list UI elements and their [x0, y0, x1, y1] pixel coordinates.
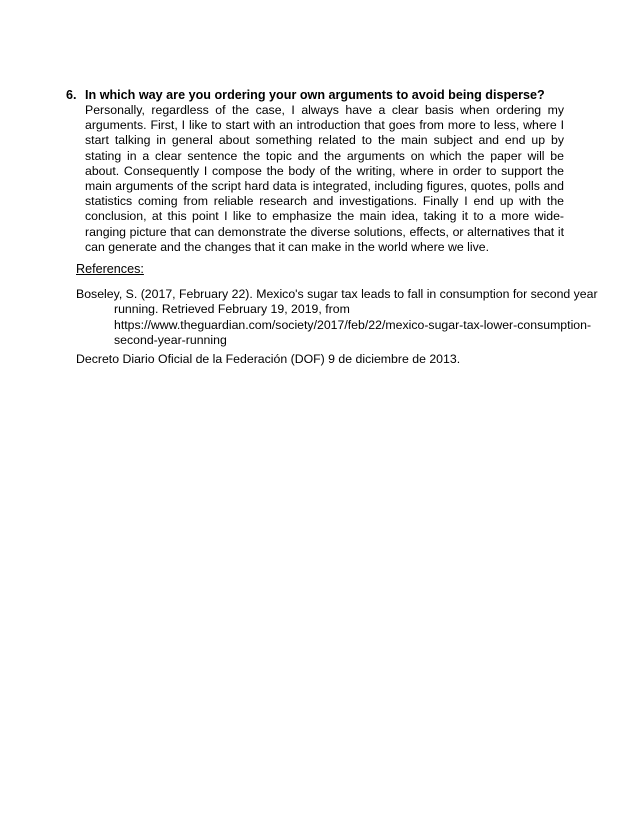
reference-item-boseley: [76, 287, 598, 349]
question-6-block: [66, 88, 564, 255]
reference-line: Boseley, S. (2017, February 22). Mexico's sugar tax leads to fall in consumption for second year: [76, 287, 598, 301]
reference-line: Decreto Diario Oficial de la Federación (DOF) 9 de diciembre de 2013.: [76, 352, 461, 366]
reference-url-line: https://www.theguardian.com/society/2017/feb/22/mexico-sugar-tax-lower-consumption-: [114, 317, 592, 332]
reference-line: running. Retrieved February 19, 2019, from: [114, 302, 350, 317]
reference-item-dof: [76, 352, 564, 367]
question-text: In which way are you ordering your own arguments to avoid being disperse?: [85, 88, 545, 102]
references-heading: References:: [76, 262, 144, 276]
question-number: 6.: [66, 88, 77, 102]
question-heading: [66, 88, 564, 103]
reference-url-line: second-year-running: [114, 333, 227, 348]
answer-paragraph: Personally, regardless of the case, I always have a clear basis when ordering my arguments. First, I like to start with an introduction that goes from more to less, where I start talking in general about something related to the main subject and end up by stating in a clear sentence the topic and the arguments on which the paper will be about. Consequently I compose the body of the writing, where in order to support the main arguments of the script hard data is integrated, including figures, quotes, polls and statistics coming from reliable research and investigations. Finally I end up with the conclusion, at this point I like to emphasize the main idea, taking it to a more wide-ranging picture that can demonstrate the diverse solutions, effects, or alternatives that it can generate and the changes that it can make in the world where we live.: [85, 103, 564, 254]
